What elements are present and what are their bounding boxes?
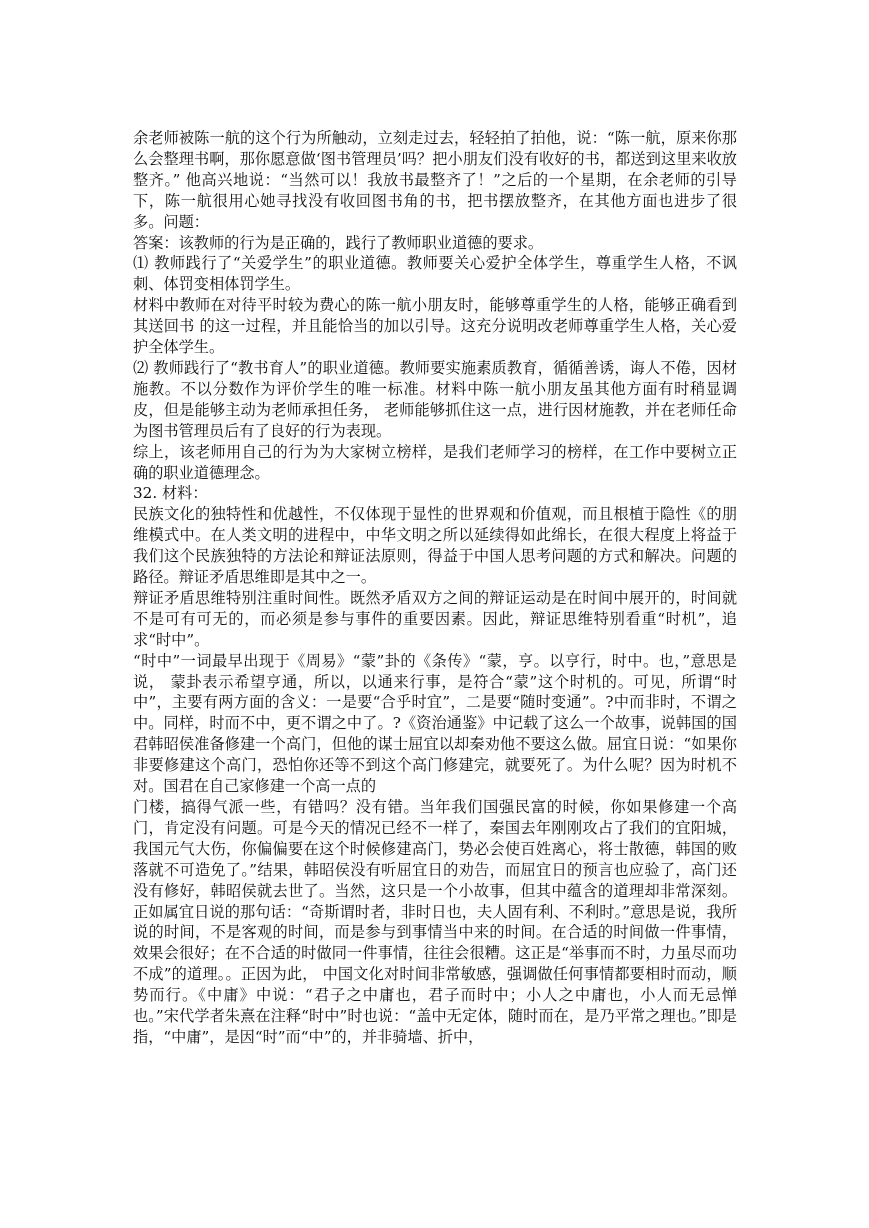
document-page <box>133 128 737 1048</box>
summary-paragraph: 综上，该老师用自己的行为为大家树立榜样，是我们老师学习的榜样，在工作中要树立正确的职业道德理念。 <box>133 442 737 482</box>
point-one-paragraph: ⑴ 教师践行了“关爱学生”的职业道德。教师要关心爱护全体学生，尊重学生人格，不讽刺、体罚变相体罚学生。 <box>133 254 737 294</box>
material-paragraph-3: “时中”一词最早出现于《周易》“蒙”卦的《条传》“蒙，亨。以亨行，时中。也，”意思是说， 蒙卦表示希望亨通，所以，以通来行事，是符合“蒙”这个时机的。可见，所谓“时中”，主要有两方面的含义：一是要“合乎时宜”，二是要“随时变通”。?中而非时，不谓之中。同样，时而不中，更不谓之中了。?《资治通鉴》中记载了这么一个故事，说韩国的国君韩昭侯准备修建一个高门，但他的谋士屈宜以却秦劝他不要这么做。屈宜日说：“如果你非要修建这个高门，恐怕你还等不到这个高门修建完，就要死了。为什么呢？因为时机不对。国君在自己家修建一个高一点的 <box>133 651 737 796</box>
material-paragraph-1: 民族文化的独特性和优越性，不仅体现于显性的世界观和价值观，而且根植于隐性《的朋维模式中。在人类文明的进程中，中华文明之所以延续得如此绵长，在很大程度上将益于我们这个民族独特的方法论和辩证法原则，得益于中国人思考问题的方式和解决。问题的路径。辩证矛盾思维即是其中之一。 <box>133 505 737 587</box>
story-paragraph: 余老师被陈一航的这个行为所触动，立刻走过去，轻轻拍了拍他，说：“陈一航，原来你那么会整理书啊，那你愿意做‘图书管理员’吗？把小朋友们没有收好的书，都送到这里来收放整齐。” 他高兴地说：“当然可以！我放书最整齐了！”之后的一个星期，在余老师的引导下，陈一航很用心她寻找没有收回图书角的书，把书摆放整齐，在其他方面也进步了很多。问题： <box>133 129 737 231</box>
material-paragraph-4: 门楼，搞得气派一些，有错吗？没有错。当年我们国强民富的时候，你如果修建一个高门，肯定没有问题。可是今天的情况已经不一样了，秦国去年刚刚攻占了我们的宜阳城，我国元气大伤，你偏偏要在这个时候修建高门，势必会使百姓离心，将士散德，韩国的败落就不可造免了。”结果，韩昭侯没有听屈宜日的劝告，而屈宜日的预言也应验了，高门还没有修好，韩昭侯就去世了。当然，这只是一个小故事，但其中蕴含的道理却非常深刻。正如属宜日说的那句话：“奇斯谓时者，非时日也，夫人固有利、不利时。”意思是说，我所说的时间，不是客观的时间，而是参与到事情当中来的时间。在合适的时间做一件事情，效果会很好；在不合适的时做同一件事情，往往会很糟。这正是“举事而不时，力虽尽而功不成”的道理。。正因为此， 中国文化对时间非常敏感，强调做任何事情都要相时而动，顺势而行。《中庸》中说：“君子之中庸也，君子而时中；小人之中庸也，小人而无忌惮也。”宋代学者朱熹在注释“时中”时也说：“盖中无定体，随时而在，是乃平常之理也。”即是指，“中庸”，是因“时”而“中”的，并非骑墙、折中， <box>133 798 737 1046</box>
point-two-paragraph: ⑵ 教师践行了“教书育人”的职业道德。教师要实施素质教育，循循善诱，诲人不倦，因材施教。不以分数作为评价学生的唯一标准。材料中陈一航小朋友虽其他方面有时稍显调皮，但是能够主动为老师承担任务， 老师能够抓住这一点，进行因材施教，并在老师任命为图书管理员后有了良好的行为表现。 <box>133 358 737 440</box>
answer-paragraph: 答案：该教师的行为是正确的，践行了教师职业道德的要求。 <box>133 233 544 252</box>
point-one-analysis-paragraph: 材料中教师在对待平时较为费心的陈一航小朋友时，能够尊重学生的人格，能够正确看到其送回书 的这一过程，并且能恰当的加以引导。这充分说明改老师尊重学生人格，关心爱护全体学生。 <box>133 296 737 357</box>
material-paragraph-2: 辩证矛盾思维特别注重时间性。既然矛盾双方之间的辩证运动是在时间中展开的，时间就不是可有可无的，而必须是参与事件的重要因素。因此，辩证思维特别看重“时机”，追求“时中”。 <box>133 588 737 649</box>
question-number-heading: 32. 材料： <box>133 484 208 503</box>
